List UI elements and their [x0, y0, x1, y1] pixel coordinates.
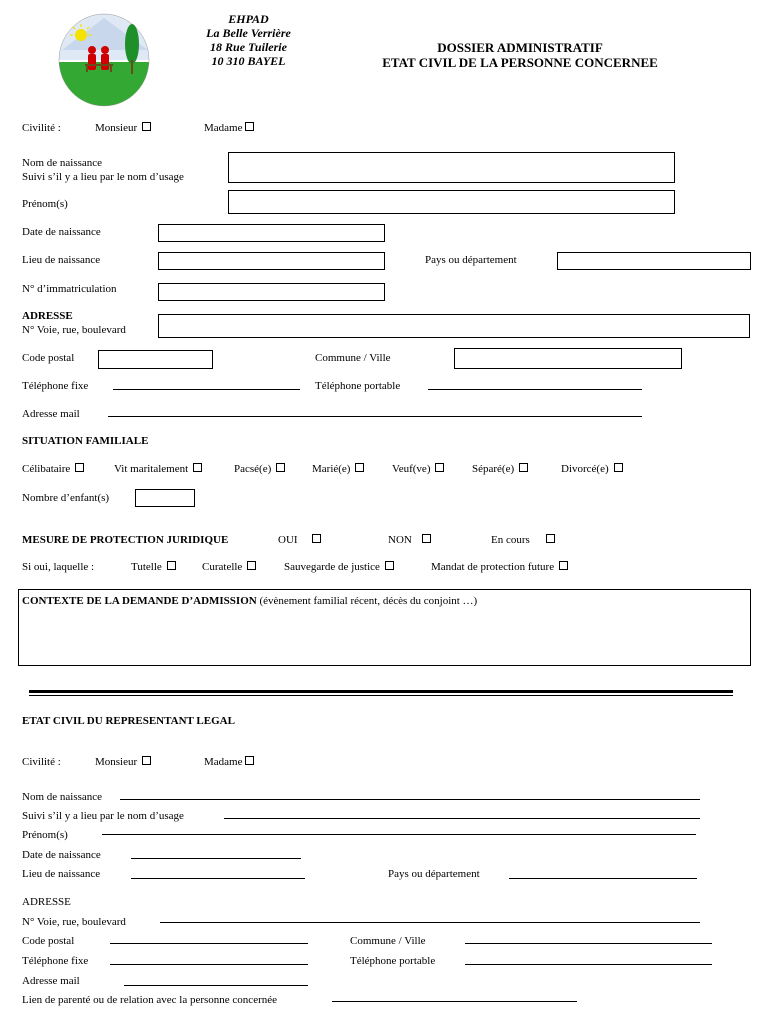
situation-option-pacse[interactable]: Pacsé(e) [234, 463, 285, 476]
rep-civilite-monsieur[interactable]: Monsieur [95, 756, 151, 769]
lieu-naissance-field[interactable] [158, 252, 385, 270]
rep-tel-fixe-label: Téléphone fixe [22, 955, 89, 967]
code-postal-label: Code postal [22, 352, 75, 364]
protection-oui[interactable]: OUI [278, 534, 321, 547]
sauvegarde-checkbox[interactable] [385, 561, 394, 570]
curatelle-checkbox[interactable] [247, 561, 256, 570]
code-postal-field[interactable] [98, 350, 213, 369]
rep-date-naissance-label: Date de naissance [22, 849, 101, 861]
madame-checkbox[interactable] [245, 122, 254, 131]
civilite-label: Civilité : [22, 122, 61, 134]
oui-checkbox[interactable] [312, 534, 321, 543]
nom-usage-label: Suivi s’il y a lieu par le nom d’usage [22, 171, 184, 183]
situation-option-celibataire[interactable]: Célibataire [22, 463, 84, 476]
situation-option-marie[interactable]: Marié(e) [312, 463, 364, 476]
immatriculation-field[interactable] [158, 283, 385, 301]
document-title [340, 40, 700, 70]
ehpad-logo [56, 8, 152, 108]
tel-portable-label: Téléphone portable [315, 380, 401, 392]
contexte-heading [22, 595, 477, 608]
rep-commune-line[interactable] [465, 943, 712, 944]
enfants-field[interactable] [135, 489, 195, 507]
separe-checkbox[interactable] [519, 463, 528, 472]
protection-tutelle[interactable]: Tutelle [131, 561, 176, 574]
rep-pays-label: Pays ou département [388, 868, 480, 880]
pays-label: Pays ou département [425, 254, 517, 266]
celibataire-checkbox[interactable] [75, 463, 84, 472]
monsieur-checkbox[interactable] [142, 122, 151, 131]
situation-option-divorce[interactable]: Divorcé(e) [561, 463, 623, 476]
date-naissance-label: Date de naissance [22, 226, 101, 238]
nom-naissance-label: Nom de naissance [22, 157, 103, 169]
rep-voie-label: N° Voie, rue, boulevard [22, 916, 126, 928]
document-title-line1: DOSSIER ADMINISTRATIF [437, 40, 603, 55]
rep-lieu-naissance-label: Lieu de naissance [22, 868, 101, 880]
rep-code-postal-label: Code postal [22, 935, 75, 947]
veuf-checkbox[interactable] [435, 463, 444, 472]
contexte-hint: (évènement familial récent, décès du conjoint …) [259, 595, 478, 607]
immatriculation-label: N° d’immatriculation [22, 283, 117, 295]
protection-mandat[interactable]: Mandat de protection future [431, 561, 568, 574]
tel-portable-line[interactable] [428, 389, 642, 390]
protection-en-cours[interactable]: En cours [491, 534, 555, 547]
protection-non[interactable]: NON [388, 534, 431, 547]
rep-civilite-label: Civilité : [22, 756, 61, 768]
date-naissance-field[interactable] [158, 224, 385, 242]
representant-title: ETAT CIVIL DU REPRESENTANT LEGAL [22, 715, 235, 727]
adresse-title: ADRESSE [22, 310, 73, 322]
situation-option-vit-maritalement[interactable]: Vit maritalement [114, 463, 202, 476]
org-name: EHPAD [228, 12, 269, 26]
contexte-title: CONTEXTE DE LA DEMANDE D’ADMISSION [22, 595, 257, 607]
org-city: 10 310 BAYEL [211, 54, 286, 68]
lieu-naissance-label: Lieu de naissance [22, 254, 101, 266]
situation-option-veuf[interactable]: Veuf(ve) [392, 463, 444, 476]
section-separator [29, 690, 733, 693]
pays-field[interactable] [557, 252, 751, 270]
org-name-line2: La Belle Verrière [206, 26, 291, 40]
rep-civilite-madame[interactable]: Madame [204, 756, 254, 769]
rep-adresse-title: ADRESSE [22, 896, 71, 908]
commune-field[interactable] [454, 348, 682, 369]
tel-fixe-line[interactable] [113, 389, 300, 390]
non-checkbox[interactable] [422, 534, 431, 543]
mandat-checkbox[interactable] [559, 561, 568, 570]
divorce-checkbox[interactable] [614, 463, 623, 472]
vit-maritalement-checkbox[interactable] [193, 463, 202, 472]
rep-nom-usage-line[interactable] [224, 818, 700, 819]
pacse-checkbox[interactable] [276, 463, 285, 472]
civilite-madame[interactable] [204, 122, 254, 135]
tutelle-checkbox[interactable] [167, 561, 176, 570]
situation-title: SITUATION FAMILIALE [22, 435, 149, 447]
enfants-label: Nombre d’enfant(s) [22, 492, 110, 504]
rep-tel-fixe-line[interactable] [110, 964, 308, 965]
rep-nom-naissance-line[interactable] [120, 799, 700, 800]
voie-label: N° Voie, rue, boulevard [22, 324, 126, 336]
civilite-monsieur[interactable] [95, 122, 151, 135]
rep-mail-line[interactable] [124, 985, 308, 986]
rep-tel-portable-line[interactable] [465, 964, 712, 965]
rep-prenoms-line[interactable] [102, 834, 696, 835]
prenoms-label: Prénom(s) [22, 198, 68, 210]
tel-fixe-label: Téléphone fixe [22, 380, 89, 392]
rep-monsieur-checkbox[interactable] [142, 756, 151, 765]
rep-commune-label: Commune / Ville [350, 935, 426, 947]
document-title-line2: ETAT CIVIL DE LA PERSONNE CONCERNEE [382, 55, 658, 70]
madame-label: Madame [204, 122, 243, 134]
rep-tel-portable-label: Téléphone portable [350, 955, 436, 967]
rep-madame-checkbox[interactable] [245, 756, 254, 765]
rep-nom-usage-label: Suivi s’il y a lieu par le nom d’usage [22, 810, 184, 822]
org-street: 18 Rue Tuilerie [210, 40, 287, 54]
rep-pays-line[interactable] [509, 878, 697, 879]
protection-curatelle[interactable]: Curatelle [202, 561, 256, 574]
rep-lien-line[interactable] [332, 1001, 577, 1002]
nom-naissance-field[interactable] [228, 152, 675, 183]
rep-voie-line[interactable] [160, 922, 700, 923]
rep-code-postal-line[interactable] [110, 943, 308, 944]
protection-sauvegarde[interactable]: Sauvegarde de justice [284, 561, 394, 574]
rep-lien-label: Lien de parenté ou de relation avec la personne concernée [22, 994, 278, 1006]
org-address [186, 12, 311, 68]
rep-mail-label: Adresse mail [22, 975, 80, 987]
situation-option-separe[interactable]: Séparé(e) [472, 463, 528, 476]
protection-title: MESURE DE PROTECTION JURIDIQUE [22, 534, 229, 546]
marie-checkbox[interactable] [355, 463, 364, 472]
rep-prenoms-label: Prénom(s) [22, 829, 68, 841]
si-oui-label: Si oui, laquelle : [22, 561, 95, 573]
mail-label: Adresse mail [22, 408, 80, 420]
section-separator-thin [29, 695, 733, 696]
monsieur-label: Monsieur [95, 122, 138, 134]
mail-line[interactable] [108, 416, 642, 417]
commune-label: Commune / Ville [315, 352, 391, 364]
rep-date-naissance-line[interactable] [131, 858, 301, 859]
rep-nom-naissance-label: Nom de naissance [22, 791, 103, 803]
rep-lieu-naissance-line[interactable] [131, 878, 305, 879]
voie-field[interactable] [158, 314, 750, 338]
prenoms-field[interactable] [228, 190, 675, 214]
en-cours-checkbox[interactable] [546, 534, 555, 543]
